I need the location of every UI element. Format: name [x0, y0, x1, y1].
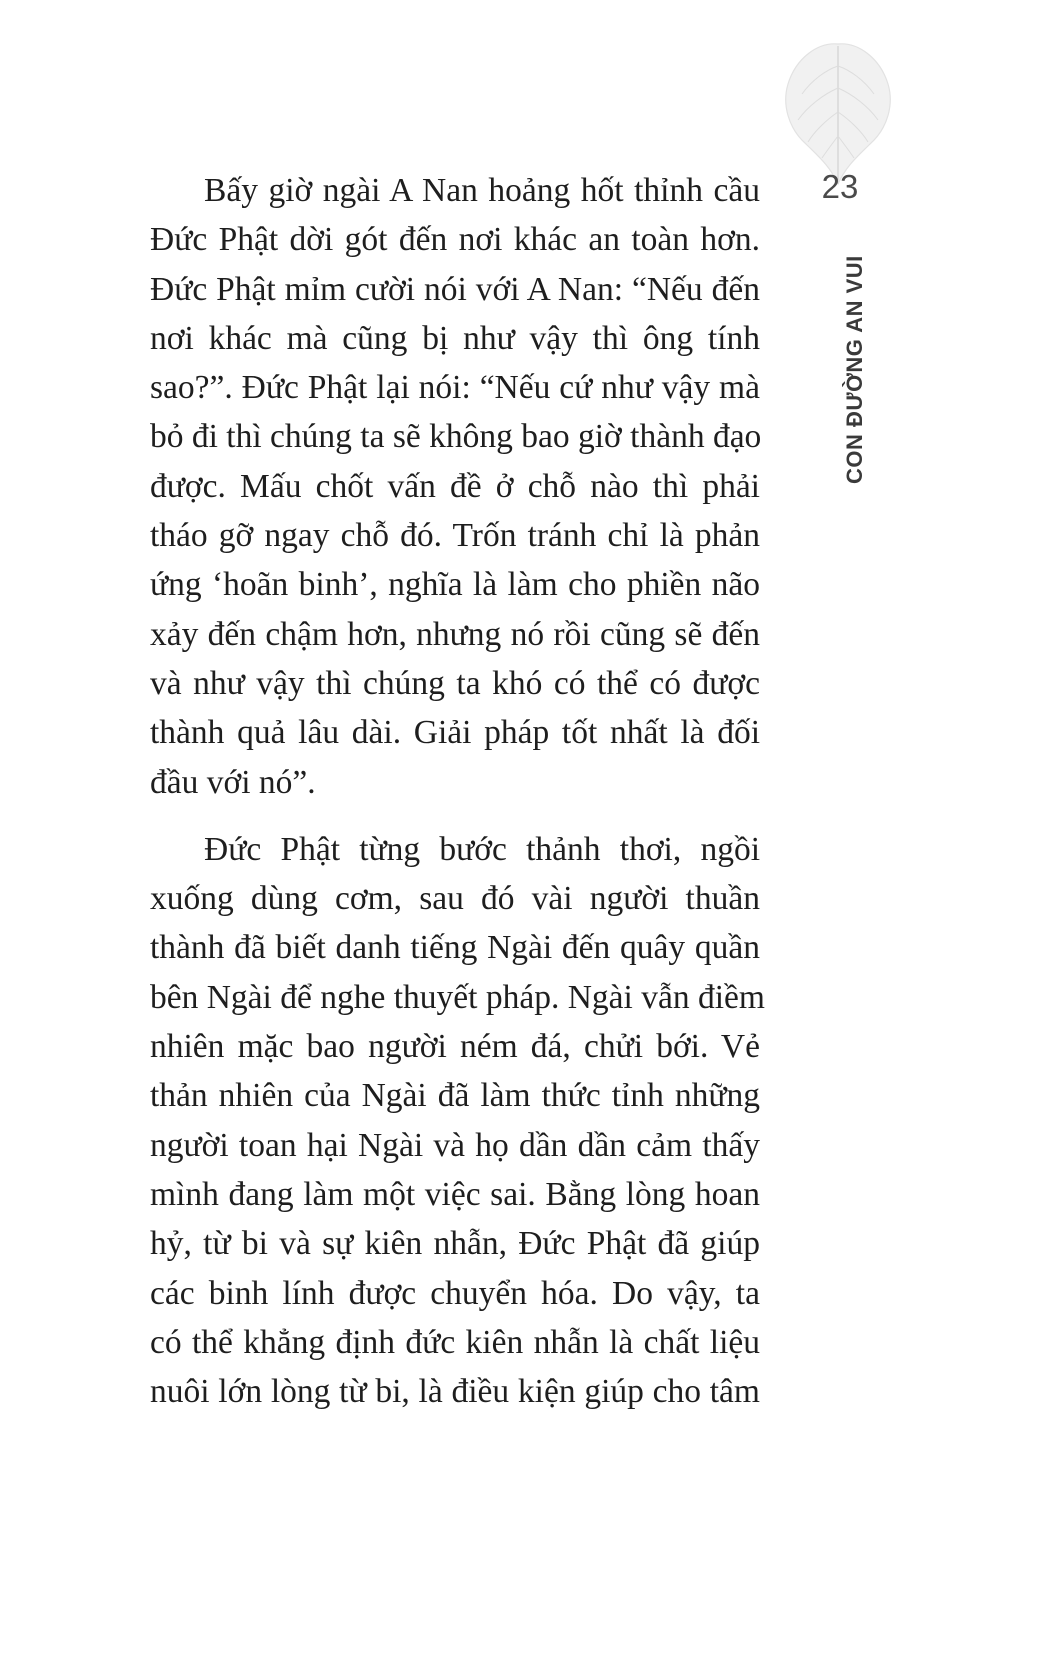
text-line: thản nhiên của Ngài đã làm thức tỉnh những	[150, 1077, 760, 1115]
page-number: 23	[821, 168, 859, 205]
text-line: hỷ, từ bi và sự kiên nhẫn, Đức Phật đã giúp	[150, 1225, 760, 1263]
paragraph-spacer	[150, 807, 760, 825]
text-line: sao?”. Đức Phật lại nói: “Nếu cứ như vậy mà	[150, 369, 760, 407]
text-line: nơi khác mà cũng bị như vậy thì ông tính	[150, 319, 760, 357]
text-line: người toan hại Ngài và họ dần dần cảm thấy	[150, 1126, 760, 1164]
text-line: thành quả lâu dài. Giải pháp tốt nhất là đối	[150, 714, 760, 752]
paragraph	[150, 166, 760, 807]
text-line: Bấy giờ ngài A Nan hoảng hốt thỉnh cầu	[204, 172, 760, 209]
text-line: ứng ‘hoãn binh’, nghĩa là làm cho phiền não	[150, 566, 760, 604]
running-title: CON ĐƯỜNG AN VUI	[842, 255, 867, 484]
text-line: được. Mấu chốt vấn đề ở chỗ nào thì phải	[150, 467, 760, 505]
text-line: thành đã biết danh tiếng Ngài đến quây quần	[150, 929, 760, 967]
text-line: xuống dùng cơm, sau đó vài người thuần	[150, 880, 760, 918]
text-line: Đức Phật từng bước thảnh thơi, ngồi	[204, 830, 760, 868]
text-line: các binh lính được chuyển hóa. Do vậy, ta	[150, 1274, 760, 1312]
bodhi-leaf-icon	[778, 36, 898, 186]
text-line: Đức Phật dời gót đến nơi khác an toàn hơn.	[150, 221, 760, 259]
text-line: tháo gỡ ngay chỗ đó. Trốn tránh chỉ là phản	[150, 517, 760, 555]
text-line: có thể khẳng định đức kiên nhẫn là chất liệu	[150, 1323, 760, 1361]
text-line: Đức Phật mỉm cười nói với A Nan: “Nếu đến	[150, 270, 760, 308]
paragraph	[150, 825, 765, 1417]
text-line: bên Ngài để nghe thuyết pháp. Ngài vẫn điềm	[150, 978, 765, 1016]
text-line: mình đang làm một việc sai. Bằng lòng hoan	[150, 1175, 760, 1213]
text-line: xảy đến chậm hơn, nhưng nó rồi cũng sẽ đến	[150, 615, 760, 653]
text-line: đầu với nó”.	[150, 763, 316, 801]
text-line: bỏ đi thì chúng ta sẽ không bao giờ thành đạo	[150, 418, 762, 456]
text-line: nuôi lớn lòng từ bi, là điều kiện giúp cho tâm	[150, 1373, 760, 1411]
text-line: và như vậy thì chúng ta khó có thể có được	[150, 664, 760, 702]
text-line: nhiên mặc bao người ném đá, chửi bới. Vẻ	[150, 1028, 760, 1066]
body-text	[150, 166, 765, 1416]
